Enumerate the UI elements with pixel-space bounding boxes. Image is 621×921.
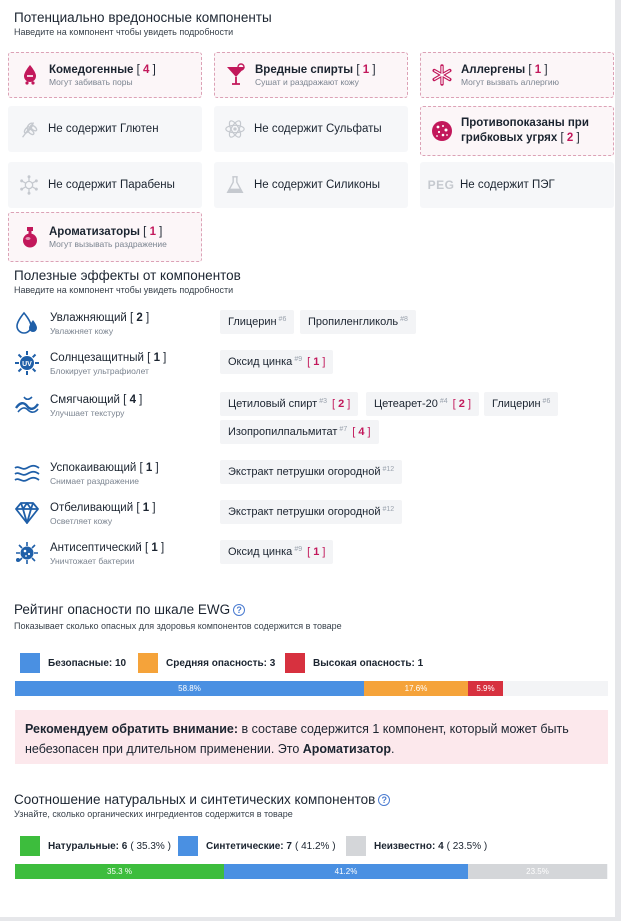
chip-label: Глицерин (228, 316, 277, 328)
benefit-name: Антисептический (50, 542, 142, 554)
legend-swatch (20, 653, 40, 673)
atom-icon (222, 116, 248, 142)
chip-count: 2 (458, 398, 465, 410)
card-gluten[interactable] (8, 106, 202, 152)
card-allergens[interactable]: Аллергены [ 1 ] Могут вызвать аллергию (420, 52, 614, 98)
card-count: 1 (534, 63, 542, 76)
legend-synthetic (178, 836, 336, 856)
benefit-count: 4 (129, 394, 136, 406)
card-name: Аллергены (461, 63, 526, 76)
legend-pct: ( 41.2% ) (294, 840, 336, 852)
ingredient-chip[interactable]: Цетиловый спирт $^{\#3}$ [ 2 ] (220, 392, 358, 416)
chip-ref: #4 (439, 397, 448, 405)
chip-label: Изопропилпальмитат (228, 426, 338, 438)
chip-count: 1 (313, 546, 320, 558)
legend-unknown (346, 836, 487, 856)
card-name: Ароматизаторы (49, 225, 140, 238)
card-desc: Могут забивать поры (49, 76, 133, 87)
legend-safe (20, 653, 126, 673)
wave-hand-icon (14, 392, 40, 418)
card-fragrances[interactable]: Ароматизаторы [ 1 ] Могут вызывать раздражение (8, 212, 202, 262)
card-fungal-acne[interactable]: Противопоказаны при грибковых угрях [ 2 ] (420, 106, 614, 156)
benefit-desc: Снимает раздражение (50, 476, 139, 486)
benefits-subtitle: Наведите на компонент чтобы увидеть подробности (14, 285, 234, 295)
legend-label: Синтетические: 7 (206, 840, 292, 852)
waves-icon (14, 460, 40, 486)
card-count: 1 (362, 63, 370, 76)
bar-segment-medium: 17.6% (364, 681, 468, 696)
bar-segment-natural: 35.3 % (15, 864, 224, 879)
bacteria-icon (14, 540, 40, 566)
harmful-title: Потенциально вредоносные компоненты (14, 10, 272, 25)
uv-sun-icon (14, 350, 40, 376)
ingredient-chip[interactable]: Цетеарет-20 $^{\#4}$ [ 2 ] (366, 392, 479, 416)
benefits-title: Полезные эффекты от компонентов (14, 268, 241, 283)
benefit-name: Успокаивающий (50, 462, 137, 474)
ingredient-chip[interactable]: Оксид цинка $^{\#9}$ [ 1 ] (220, 350, 333, 374)
legend-label: Средняя опасность: 3 (166, 657, 276, 669)
chip-count: 1 (313, 356, 320, 368)
chip-label: Экстракт петрушки огородной (228, 506, 381, 518)
peg-icon: PEG (427, 178, 455, 192)
molecule-icon (16, 172, 42, 198)
ewg-notice (15, 710, 608, 764)
legend-label: Высокая опасность: 1 (313, 657, 424, 669)
chip-label: Экстракт петрушки огородной (228, 466, 381, 478)
wheat-icon (16, 116, 42, 142)
chip-ref: #8 (400, 315, 408, 323)
notice-body: в составе содержится 1 компонент, который может быть небезопасен при длительном применении. Это (25, 722, 569, 756)
comedogenic-icon (17, 62, 43, 88)
chip-count: 4 (358, 426, 365, 438)
legend-pct: ( 23.5% ) (446, 840, 488, 852)
card-desc: Могут вызвать аллергию (461, 76, 559, 87)
natural-section (14, 792, 614, 819)
perfume-icon (17, 224, 43, 250)
legend-label: Безопасные: 10 (48, 657, 127, 669)
chip-ref: #6 (542, 397, 551, 405)
cocktail-icon (223, 62, 249, 88)
card-count: 4 (143, 63, 150, 76)
ingredient-chip[interactable]: Изопропилпальмитат $^{\#7}$ [ 4 ] (220, 420, 379, 444)
benefit-desc: Улучшает текстуру (50, 408, 125, 418)
chip-ref: #7 (339, 425, 348, 433)
card-name: Противопоказаны при грибковых угрях (461, 117, 589, 144)
chip-label: Оксид цинка (228, 356, 293, 368)
benefit-name: Солнцезащитный (50, 352, 144, 364)
card-peg[interactable] (420, 162, 614, 208)
ingredient-chip[interactable] (220, 500, 402, 524)
legend-swatch (138, 653, 158, 673)
card-parabens[interactable] (8, 162, 202, 208)
bar-segment-high: 5.9% (468, 681, 503, 696)
notice-lead: Рекомендуем обратить внимание: (25, 722, 239, 736)
chip-ref: #9 (294, 545, 303, 553)
ewg-subtitle: Показывает сколько опасных для здоровья компонентов содержится в товаре (14, 621, 342, 631)
benefit-soothing[interactable]: Успокаивающий [ 1 ] Снимает раздражение (14, 460, 614, 490)
legend-medium (138, 653, 275, 673)
legend-high (285, 653, 423, 673)
svg-text:UV: UV (22, 361, 32, 368)
card-comedogenic[interactable]: Комедогенные [ 4 ] Могут забивать поры (8, 52, 202, 98)
chip-count: 2 (338, 398, 345, 410)
harmful-cards (8, 42, 614, 262)
benefit-whitening[interactable]: Отбеливающий [ 1 ] Осветляет кожу (14, 500, 614, 530)
benefit-sunscreen[interactable]: UV Солнцезащитный [ 1 ] Блокирует ультрафиолет (14, 350, 614, 380)
bar-segment-synthetic: 41.2% (224, 864, 468, 879)
card-text: Не содержит Силиконы (254, 179, 381, 191)
help-icon[interactable]: ? (233, 604, 245, 616)
card-harmful-alcohol[interactable]: Вредные спирты [ 1 ] Сушат и раздражают кожу (214, 52, 408, 98)
card-name: Комедогенные (49, 63, 134, 76)
legend-swatch (178, 836, 198, 856)
benefit-moisturizing[interactable]: Увлажняющий [ 2 ] Увлажняет кожу (14, 310, 614, 340)
benefit-desc: Блокирует ультрафиолет (50, 366, 149, 376)
harmful-subtitle: Наведите на компонент чтобы увидеть подробности (14, 27, 234, 37)
benefit-desc: Увлажняет кожу (50, 326, 114, 336)
chip-ref: #3 (319, 397, 327, 405)
card-name: Вредные спирты (255, 63, 354, 76)
notice-tail: . (390, 742, 395, 756)
benefit-name: Увлажняющий (50, 312, 127, 324)
ingredient-chip[interactable] (300, 310, 416, 334)
ewg-section (14, 602, 614, 631)
legend-label: Натуральные: 6 (48, 840, 128, 852)
chip-label: Глицерин (492, 398, 541, 410)
legend-pct: ( 35.3% ) (130, 840, 171, 852)
ingredient-chip[interactable]: Оксид цинка $^{\#9}$ [ 1 ] (220, 540, 333, 564)
legend-natural (20, 836, 171, 856)
chip-label: Пропиленгликоль (308, 316, 399, 328)
benefit-name: Смягчающий (50, 394, 120, 406)
benefits-section (14, 268, 614, 295)
chip-label: Цетеарет-20 (374, 398, 438, 410)
ingredient-chip[interactable] (484, 392, 558, 416)
card-text: Не содержит Глютен (48, 123, 159, 135)
benefit-name: Отбеливающий (50, 502, 134, 514)
help-icon[interactable]: ? (378, 794, 390, 806)
chip-label: Оксид цинка (228, 546, 293, 558)
legend-label: Неизвестно: 4 (374, 840, 444, 852)
chip-ref: #12 (382, 465, 395, 473)
drops-icon (14, 310, 40, 336)
ingredient-chip[interactable] (220, 310, 294, 334)
benefit-antiseptic[interactable]: Антисептический [ 1 ] Уничтожает бактерии (14, 540, 614, 570)
chip-ref: #6 (278, 315, 287, 323)
card-count: 1 (149, 225, 156, 238)
legend-swatch (346, 836, 366, 856)
bar-segment-unknown: 23.5% (468, 864, 607, 879)
benefit-count: 2 (136, 312, 143, 324)
bar-segment-safe: 58.8% (15, 681, 364, 696)
flask-icon (222, 172, 248, 198)
diamond-icon (14, 500, 40, 526)
medical-star-icon (429, 62, 455, 88)
ewg-bar (15, 681, 608, 696)
notice-item: Ароматизатор (302, 742, 391, 756)
fungus-icon (429, 118, 455, 144)
card-text: Не содержит ПЭГ (460, 179, 555, 191)
harmful-section (14, 10, 614, 37)
card-desc: Сушат и раздражают кожу (255, 76, 359, 87)
card-count: 2 (566, 132, 574, 144)
ewg-title: Рейтинг опасности по шкале EWG (14, 602, 231, 617)
benefit-count: 1 (153, 352, 160, 364)
benefit-count: 1 (145, 462, 153, 474)
chip-label: Цетиловый спирт (228, 398, 318, 410)
card-sulfates[interactable] (214, 106, 408, 152)
natural-subtitle: Узнайте, сколько органических ингредиентов содержится в товаре (14, 809, 293, 819)
benefit-count: 1 (151, 542, 158, 554)
benefit-count: 1 (142, 502, 150, 514)
legend-swatch (20, 836, 40, 856)
benefit-desc: Осветляет кожу (50, 516, 113, 526)
card-desc: Могут вызывать раздражение (49, 238, 167, 249)
card-text: Не содержит Парабены (48, 179, 175, 191)
legend-swatch (285, 653, 305, 673)
benefit-desc: Уничтожает бактерии (50, 556, 135, 566)
chip-ref: #9 (294, 355, 303, 363)
chip-ref: #12 (382, 505, 395, 513)
benefit-softening[interactable]: Смягчающий [ 4 ] Улучшает текстуру (14, 392, 614, 422)
ingredient-chip[interactable] (220, 460, 402, 484)
natural-title: Соотношение натуральных и синтетических компонентов (14, 792, 376, 807)
card-text: Не содержит Сульфаты (254, 123, 382, 135)
natural-bar (15, 864, 608, 879)
card-silicones[interactable] (214, 162, 408, 208)
